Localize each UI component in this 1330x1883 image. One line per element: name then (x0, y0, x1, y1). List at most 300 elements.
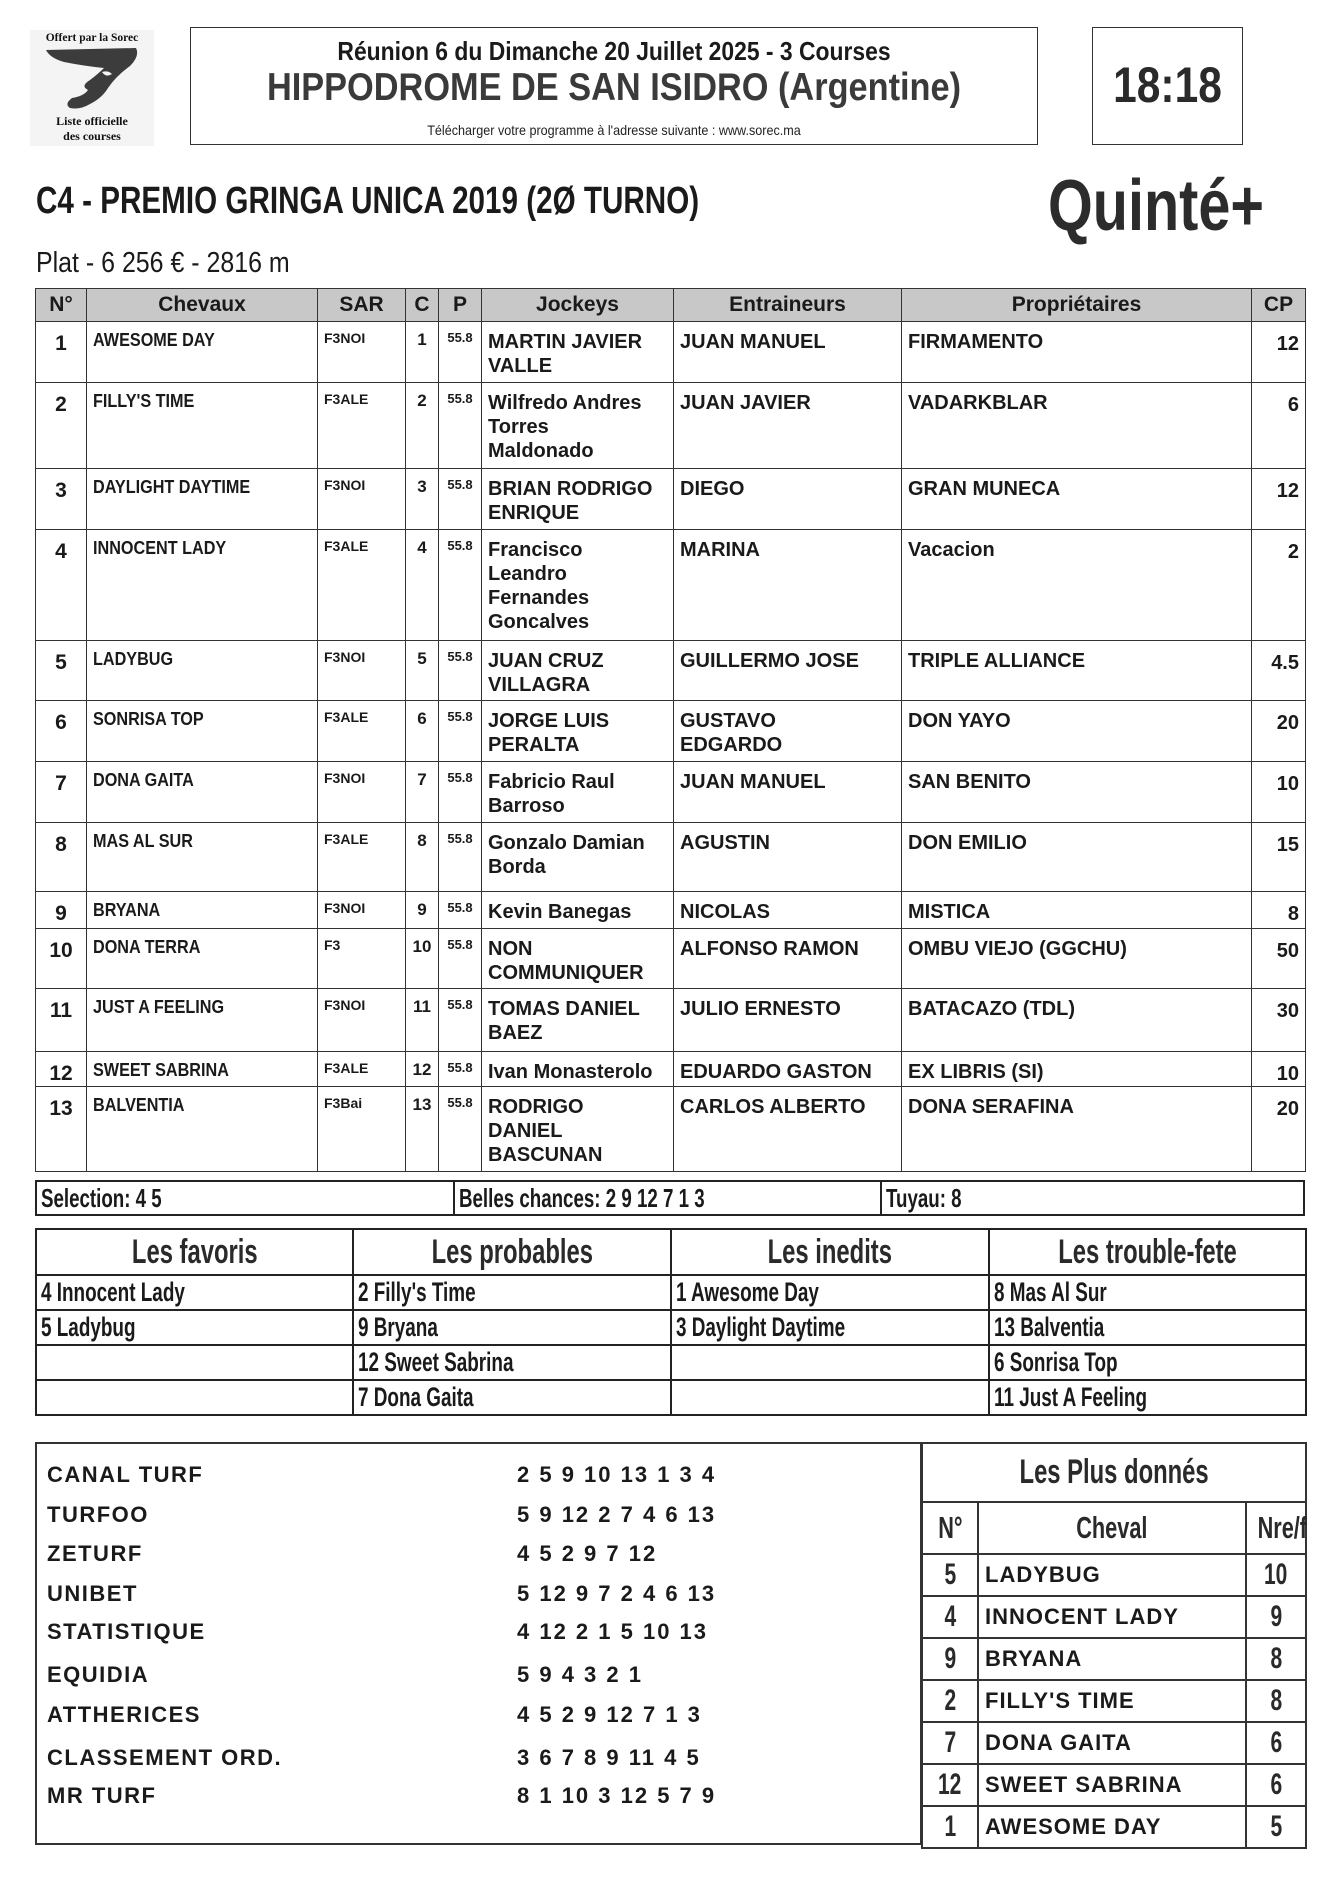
horse-cell (87, 383, 318, 469)
plus-donnes-row (922, 1722, 1306, 1764)
sar-value: F3NOI (318, 762, 406, 823)
jockey-cell (482, 823, 674, 892)
horse-head-logo-icon (44, 46, 140, 116)
jockey-cell (482, 641, 674, 701)
jockey-name-line: Barroso (488, 795, 565, 817)
jockey-cell (482, 762, 674, 823)
meeting-title: Réunion 6 du Dimanche 20 Juillet 2025 - 3 Courses (337, 36, 891, 66)
logo-bottom-line1: Liste officielle (56, 114, 128, 128)
trainer-name-line: DIEGO (680, 478, 745, 500)
trainer-name-line: MARINA (680, 539, 760, 561)
trainer-name-line: EDUARDO GASTON (680, 1061, 872, 1083)
sar-value: F3NOI (318, 322, 406, 383)
plus-horse-count: 9 (1246, 1596, 1306, 1638)
runner-number: 10 (36, 929, 87, 989)
selection-text: Selection: 4 5 (41, 1183, 162, 1213)
jockey-name-line: VILLAGRA (488, 674, 591, 696)
runner-row (36, 762, 1306, 823)
jockey-cell (482, 1087, 674, 1172)
plus-donnes-row (922, 1806, 1306, 1848)
plus-horse-count: 10 (1246, 1554, 1306, 1596)
plus-horse-number: 5 (922, 1554, 978, 1596)
owner-name: DONA SERAFINA (902, 1087, 1252, 1172)
pronostics-box (35, 1442, 922, 1845)
sar-value: F3NOI (318, 989, 406, 1052)
jockey-cell (482, 322, 674, 383)
horse-name: DONA TERRA (93, 937, 201, 957)
runner-number: 2 (36, 383, 87, 469)
col-header-horse: Chevaux (87, 289, 318, 322)
pronostic-selection: 2 5 9 10 13 1 3 4 (517, 1462, 717, 1487)
race-time-box (1092, 27, 1243, 145)
runner-number: 1 (36, 322, 87, 383)
runner-row (36, 322, 1306, 383)
pronostic-source: ZETURF (47, 1541, 143, 1566)
plus-horse-name: FILLY'S TIME (978, 1680, 1246, 1722)
plus-donnes-row (922, 1596, 1306, 1638)
owner-name: GRAN MUNECA (902, 469, 1252, 530)
sar-value: F3ALE (318, 701, 406, 762)
cat-cell-probables: 12 Sweet Sabrina (353, 1345, 671, 1380)
trainer-name-line: GUSTAVO (680, 710, 776, 732)
corde-value: 7 (406, 762, 439, 823)
horse-name: INNOCENT LADY (93, 538, 227, 558)
jockey-name-line: Fernandes (488, 587, 590, 609)
trainer-cell (674, 469, 902, 530)
runners-table (35, 288, 1306, 1172)
jockey-name-line: NON (488, 938, 533, 960)
plus-horse-number: 9 (922, 1638, 978, 1680)
pronostic-row (47, 1745, 701, 1775)
horse-cell (87, 892, 318, 929)
logo-bottom-line2: des courses (63, 129, 121, 143)
pronostic-selection: 4 12 2 1 5 10 13 (517, 1619, 709, 1644)
corde-value: 3 (406, 469, 439, 530)
trainer-cell (674, 762, 902, 823)
pronostic-selection: 5 9 12 2 7 4 6 13 (517, 1502, 717, 1527)
race-title: C4 - PREMIO GRINGA UNICA 2019 (2Ø TURNO) (36, 180, 700, 222)
cp-value: 6 (1252, 383, 1306, 469)
selection-bar (35, 1180, 1305, 1216)
jockey-name-line: Torres (488, 416, 549, 438)
corde-value: 11 (406, 989, 439, 1052)
jockey-name-line: Gonzalo Damian (488, 832, 645, 854)
poids-value: 55.8 (439, 929, 482, 989)
pronostic-selection: 5 12 9 7 2 4 6 13 (517, 1581, 717, 1606)
trainer-name-line: GUILLERMO JOSE (680, 650, 859, 672)
poids-value: 55.8 (439, 1087, 482, 1172)
jockey-name-line: RODRIGO (488, 1096, 584, 1118)
trainer-name-line: JUAN JAVIER (680, 392, 811, 414)
corde-value: 4 (406, 530, 439, 641)
categories-header-row (36, 1229, 1306, 1275)
trainer-cell (674, 383, 902, 469)
plus-horse-name: SWEET SABRINA (978, 1764, 1246, 1806)
jockey-name-line: JORGE LUIS (488, 710, 610, 732)
jockey-cell (482, 989, 674, 1052)
cat-header-trouble-fete: Les trouble-fete (989, 1229, 1306, 1275)
col-header-c: C (406, 289, 439, 322)
poids-value: 55.8 (439, 1052, 482, 1087)
trainer-name-line: ALFONSO RAMON (680, 938, 859, 960)
pronostic-source: UNIBET (47, 1581, 138, 1606)
jockey-name-line: Borda (488, 856, 546, 878)
plus-horse-count: 5 (1246, 1806, 1306, 1848)
corde-value: 12 (406, 1052, 439, 1087)
jockey-cell (482, 929, 674, 989)
jockey-name-line: Kevin Banegas (488, 901, 632, 923)
runners-header-row (36, 289, 1306, 322)
cp-value: 50 (1252, 929, 1306, 989)
horse-cell (87, 1052, 318, 1087)
trainer-cell (674, 929, 902, 989)
runner-row (36, 469, 1306, 530)
horse-cell (87, 989, 318, 1052)
horse-cell (87, 641, 318, 701)
horse-name: SWEET SABRINA (93, 1060, 229, 1080)
runner-number: 7 (36, 762, 87, 823)
jockey-name-line: PERALTA (488, 734, 580, 756)
owner-name: EX LIBRIS (SI) (902, 1052, 1252, 1087)
logo-top-text: Offert par la Sorec (45, 32, 139, 44)
jockey-name-line: DANIEL (488, 1120, 563, 1142)
jockey-cell (482, 469, 674, 530)
jockey-name-line: VALLE (488, 355, 553, 377)
pronostic-row (47, 1541, 658, 1571)
poids-value: 55.8 (439, 823, 482, 892)
jockey-cell (482, 892, 674, 929)
poids-value: 55.8 (439, 762, 482, 823)
plus-horse-name: BRYANA (978, 1638, 1246, 1680)
trainer-cell (674, 701, 902, 762)
corde-value: 5 (406, 641, 439, 701)
poids-value: 55.8 (439, 892, 482, 929)
horse-name: BRYANA (93, 900, 161, 920)
trainer-cell (674, 892, 902, 929)
plus-horse-number: 7 (922, 1722, 978, 1764)
horse-name: AWESOME DAY (93, 330, 215, 350)
pronostic-source: TURFOO (47, 1502, 149, 1527)
pronostic-source: EQUIDIA (47, 1662, 150, 1687)
plus-donnes-title: Les Plus donnés (922, 1443, 1306, 1502)
runner-number: 5 (36, 641, 87, 701)
plus-horse-number: 2 (922, 1680, 978, 1722)
col-header-num: N° (36, 289, 87, 322)
plus-horse-count: 8 (1246, 1680, 1306, 1722)
cat-cell-probables: 2 Filly's Time (353, 1275, 671, 1310)
plus-donnes-row (922, 1680, 1306, 1722)
runner-row (36, 1087, 1306, 1172)
sar-value: F3NOI (318, 892, 406, 929)
plus-horse-number: 4 (922, 1596, 978, 1638)
jockey-name-line: Leandro (488, 563, 567, 585)
sar-value: F3ALE (318, 530, 406, 641)
categories-row (36, 1380, 1306, 1415)
plus-horse-number: 12 (922, 1764, 978, 1806)
trainer-cell (674, 641, 902, 701)
jockey-name-line: BRIAN RODRIGO (488, 478, 653, 500)
cat-header-favoris: Les favoris (36, 1229, 353, 1275)
horse-name: BALVENTIA (93, 1095, 185, 1115)
cp-value: 30 (1252, 989, 1306, 1052)
plus-donnes-row (922, 1638, 1306, 1680)
cat-cell-trouble-fete: 11 Just A Feeling (989, 1380, 1306, 1415)
owner-name: MISTICA (902, 892, 1252, 929)
cat-cell-trouble-fete: 13 Balventia (989, 1310, 1306, 1345)
cp-value: 20 (1252, 701, 1306, 762)
trainer-cell (674, 530, 902, 641)
col-header-p: P (439, 289, 482, 322)
cat-cell-trouble-fete: 8 Mas Al Sur (989, 1275, 1306, 1310)
pronostic-row (47, 1619, 709, 1649)
runner-row (36, 701, 1306, 762)
cp-value: 20 (1252, 1087, 1306, 1172)
jockey-cell (482, 530, 674, 641)
sar-value: F3ALE (318, 1052, 406, 1087)
pronostic-selection: 4 5 2 9 12 7 1 3 (517, 1702, 702, 1727)
pronostic-row (47, 1581, 717, 1611)
runner-row (36, 1052, 1306, 1087)
pronostic-selection: 3 6 7 8 9 11 4 5 (517, 1745, 701, 1770)
jockey-name-line: BAEZ (488, 1022, 543, 1044)
col-header-owner: Propriétaires (902, 289, 1252, 322)
jockey-name-line: Maldonado (488, 440, 594, 462)
col-header-jockey: Jockeys (482, 289, 674, 322)
trainer-cell (674, 1087, 902, 1172)
cat-cell-probables: 9 Bryana (353, 1310, 671, 1345)
cat-cell-favoris: 5 Ladybug (36, 1310, 353, 1345)
plus-col-count: Nre/f (1246, 1502, 1306, 1554)
download-note: Télécharger votre programme à l'adresse suivante : www.sorec.ma (427, 122, 801, 138)
plus-donnes-table (921, 1442, 1307, 1849)
trainer-cell (674, 1052, 902, 1087)
corde-value: 13 (406, 1087, 439, 1172)
col-header-sar: SAR (318, 289, 406, 322)
cat-header-inedits: Les inedits (671, 1229, 989, 1275)
runner-row (36, 530, 1306, 641)
horse-name: LADYBUG (93, 649, 174, 669)
sar-value: F3 (318, 929, 406, 989)
race-info: Plat - 6 256 € - 2816 m (36, 247, 290, 279)
cat-cell-probables: 7 Dona Gaita (353, 1380, 671, 1415)
horse-cell (87, 701, 318, 762)
runner-row (36, 383, 1306, 469)
jockey-name-line: JUAN CRUZ (488, 650, 604, 672)
poids-value: 55.8 (439, 322, 482, 383)
sar-value: F3NOI (318, 469, 406, 530)
pronostic-selection: 4 5 2 9 7 12 (517, 1541, 658, 1566)
plus-horse-count: 6 (1246, 1722, 1306, 1764)
owner-name: DON EMILIO (902, 823, 1252, 892)
plus-col-horse: Cheval (978, 1502, 1246, 1554)
cat-cell-inedits (671, 1345, 989, 1380)
trainer-name-line: JUAN MANUEL (680, 331, 826, 353)
plus-donnes-header-row (922, 1502, 1306, 1554)
horse-cell (87, 322, 318, 383)
cp-value: 8 (1252, 892, 1306, 929)
horse-name: JUST A FEELING (93, 997, 225, 1017)
pronostic-source: STATISTIQUE (47, 1619, 206, 1644)
runner-number: 4 (36, 530, 87, 641)
cat-header-probables: Les probables (353, 1229, 671, 1275)
owner-name: FIRMAMENTO (902, 322, 1252, 383)
pronostic-source: MR TURF (47, 1783, 157, 1808)
plus-horse-number: 1 (922, 1806, 978, 1848)
runner-number: 13 (36, 1087, 87, 1172)
owner-name: OMBU VIEJO (GGCHU) (902, 929, 1252, 989)
cp-value: 4.5 (1252, 641, 1306, 701)
owner-name: TRIPLE ALLIANCE (902, 641, 1252, 701)
corde-value: 10 (406, 929, 439, 989)
poids-value: 55.8 (439, 530, 482, 641)
cat-cell-trouble-fete: 6 Sonrisa Top (989, 1345, 1306, 1380)
pronostic-selection: 8 1 10 3 12 5 7 9 (517, 1783, 717, 1808)
selection-divider (453, 1182, 455, 1214)
jockey-name-line: COMMUNIQUER (488, 962, 644, 984)
jockey-name-line: Ivan Monasterolo (488, 1061, 653, 1083)
corde-value: 1 (406, 322, 439, 383)
trainer-cell (674, 989, 902, 1052)
runner-number: 3 (36, 469, 87, 530)
selection-divider (880, 1182, 882, 1214)
pronostic-selection: 5 9 4 3 2 1 (517, 1662, 643, 1687)
poids-value: 55.8 (439, 383, 482, 469)
plus-horse-name: LADYBUG (978, 1554, 1246, 1596)
horse-name: MAS AL SUR (93, 831, 193, 851)
cp-value: 12 (1252, 469, 1306, 530)
horse-cell (87, 762, 318, 823)
pronostic-source: CANAL TURF (47, 1462, 204, 1487)
trainer-cell (674, 322, 902, 383)
horse-cell (87, 929, 318, 989)
cp-value: 15 (1252, 823, 1306, 892)
runner-row (36, 929, 1306, 989)
sar-value: F3NOI (318, 641, 406, 701)
sorec-logo (30, 30, 154, 146)
col-header-trainer: Entraineurs (674, 289, 902, 322)
jockey-name-line: ENRIQUE (488, 502, 580, 524)
pronostic-row (47, 1502, 717, 1532)
horse-name: DAYLIGHT DAYTIME (93, 477, 251, 497)
corde-value: 2 (406, 383, 439, 469)
runner-number: 8 (36, 823, 87, 892)
cp-value: 12 (1252, 322, 1306, 383)
trainer-name-line: JULIO ERNESTO (680, 998, 841, 1020)
corde-value: 6 (406, 701, 439, 762)
runner-row (36, 892, 1306, 929)
jockey-name-line: TOMAS DANIEL (488, 998, 640, 1020)
jockey-name-line: BASCUNAN (488, 1144, 603, 1166)
poids-value: 55.8 (439, 641, 482, 701)
meeting-header (190, 27, 1038, 145)
plus-horse-name: DONA GAITA (978, 1722, 1246, 1764)
corde-value: 9 (406, 892, 439, 929)
runner-number: 9 (36, 892, 87, 929)
horse-cell (87, 469, 318, 530)
plus-col-num: N° (922, 1502, 978, 1554)
categories-row (36, 1275, 1306, 1310)
pronostic-source: ATTHERICES (47, 1702, 201, 1727)
horse-cell (87, 1087, 318, 1172)
cat-cell-favoris (36, 1345, 353, 1380)
sar-value: F3ALE (318, 383, 406, 469)
trainer-name-line: CARLOS ALBERTO (680, 1096, 866, 1118)
horse-cell (87, 530, 318, 641)
plus-horse-count: 6 (1246, 1764, 1306, 1806)
pronostic-source: CLASSEMENT ORD. (47, 1745, 283, 1770)
trainer-name-line: EDGARDO (680, 734, 783, 756)
categories-row (36, 1310, 1306, 1345)
owner-name: DON YAYO (902, 701, 1252, 762)
plus-horse-name: AWESOME DAY (978, 1806, 1246, 1848)
sar-value: F3Bai (318, 1087, 406, 1172)
horse-name: FILLY'S TIME (93, 391, 195, 411)
tuyau-text: Tuyau: 8 (886, 1183, 962, 1213)
cat-cell-inedits: 1 Awesome Day (671, 1275, 989, 1310)
categories-table (35, 1228, 1307, 1416)
cp-value: 10 (1252, 1052, 1306, 1087)
jockey-name-line: Goncalves (488, 611, 590, 633)
owner-name: SAN BENITO (902, 762, 1252, 823)
jockey-cell (482, 1052, 674, 1087)
poids-value: 55.8 (439, 989, 482, 1052)
trainer-name-line: NICOLAS (680, 901, 770, 923)
corde-value: 8 (406, 823, 439, 892)
trainer-cell (674, 823, 902, 892)
plus-donnes-row (922, 1554, 1306, 1596)
jockey-name-line: Francisco (488, 539, 583, 561)
owner-name: VADARKBLAR (902, 383, 1252, 469)
cat-cell-favoris (36, 1380, 353, 1415)
col-header-cp: CP (1252, 289, 1306, 322)
cat-cell-inedits (671, 1380, 989, 1415)
runner-number: 6 (36, 701, 87, 762)
trainer-name-line: AGUSTIN (680, 832, 770, 854)
jockey-cell (482, 383, 674, 469)
plus-horse-count: 8 (1246, 1638, 1306, 1680)
poids-value: 55.8 (439, 469, 482, 530)
plus-horse-name: INNOCENT LADY (978, 1596, 1246, 1638)
pronostic-row (47, 1702, 702, 1732)
jockey-name-line: Fabricio Raul (488, 771, 615, 793)
pronostic-row (47, 1662, 643, 1692)
runner-number: 11 (36, 989, 87, 1052)
runner-row (36, 641, 1306, 701)
runner-row (36, 989, 1306, 1052)
venue-title: HIPPODROME DE SAN ISIDRO (Argentine) (266, 66, 962, 109)
runner-row (36, 823, 1306, 892)
sar-value: F3ALE (318, 823, 406, 892)
owner-name: BATACAZO (TDL) (902, 989, 1252, 1052)
jockey-name-line: MARTIN JAVIER (488, 331, 643, 353)
horse-cell (87, 823, 318, 892)
cp-value: 2 (1252, 530, 1306, 641)
pronostic-row (47, 1783, 717, 1813)
pronostic-row (47, 1462, 717, 1492)
jockey-name-line: Wilfredo Andres (488, 392, 642, 414)
jockey-cell (482, 701, 674, 762)
runner-number: 12 (36, 1052, 87, 1087)
horse-name: SONRISA TOP (93, 709, 204, 729)
cat-cell-inedits: 3 Daylight Daytime (671, 1310, 989, 1345)
trainer-name-line: JUAN MANUEL (680, 771, 826, 793)
owner-name: Vacacion (902, 530, 1252, 641)
race-time: 18:18 (1113, 57, 1222, 113)
cat-cell-favoris: 4 Innocent Lady (36, 1275, 353, 1310)
cp-value: 10 (1252, 762, 1306, 823)
categories-row (36, 1345, 1306, 1380)
belles-chances-text: Belles chances: 2 9 12 7 1 3 (459, 1183, 705, 1213)
